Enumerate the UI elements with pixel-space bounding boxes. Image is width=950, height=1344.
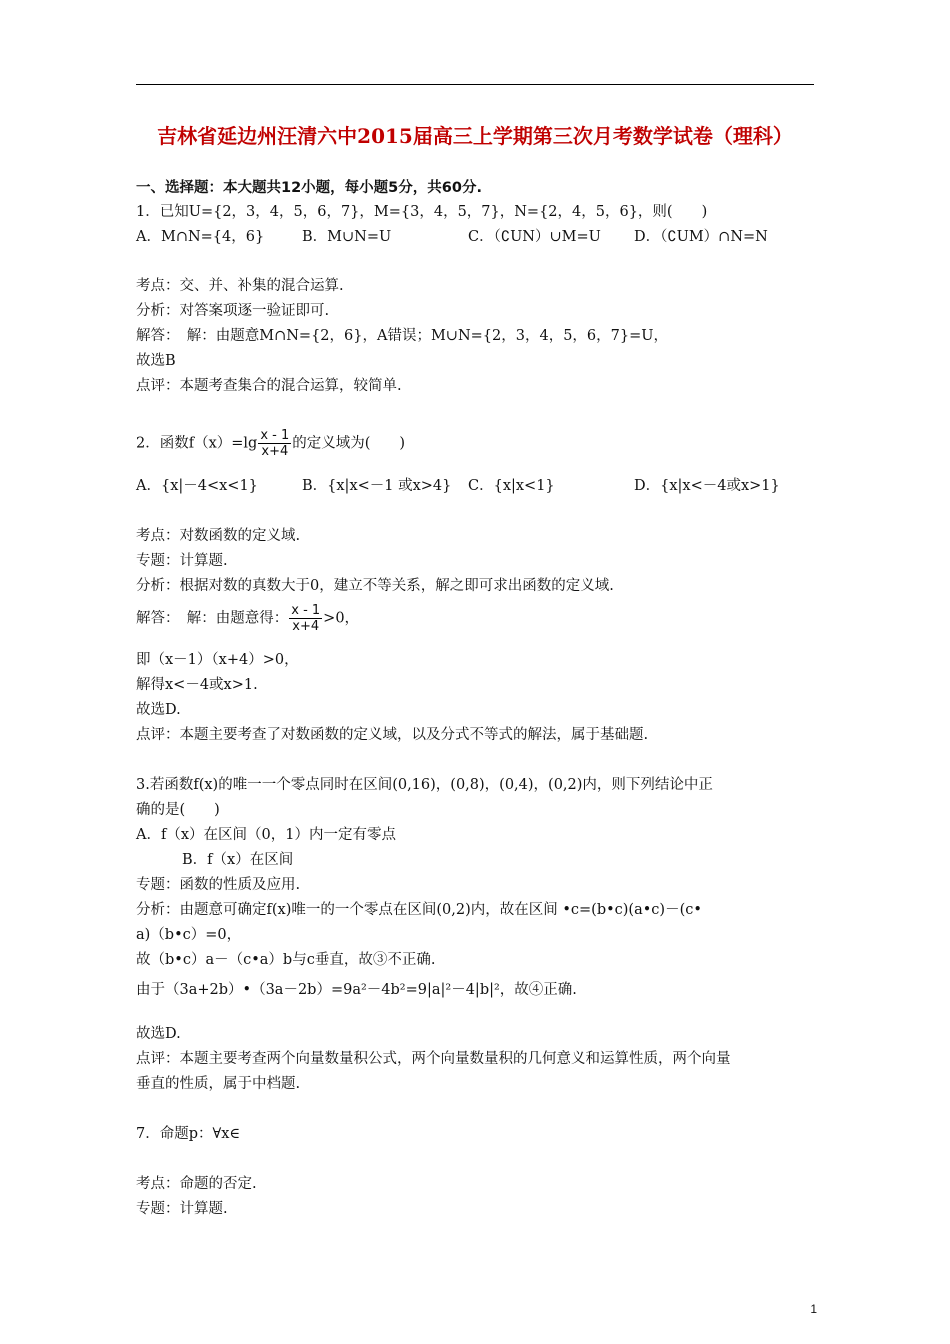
q2-zhuanti: 专题：计算题. [136,553,228,569]
q3-option-b: B．f（x）在区间 [182,852,294,868]
q2-jieda-fraction [289,603,322,634]
q3-stem-line1: 3.若函数f(x)的唯一一个零点同时在区间(0,16)，(0,8)，(0,4)，(0,2)内，则下列结论中正 [136,777,713,793]
q1-stem: 1．已知U={2，3，4，5，6，7}，M={3，4，5，7}，N={2，4，5，6}，则( ) [136,204,708,220]
q3-fenxi-line2: a)（b•c）=0， [136,927,242,943]
q1-option-d: D．（∁UM）∩N=N [634,229,768,245]
q1-option-b: B．M∪N=U [302,229,392,245]
q7-stem: 7．命题p：∀x∈ [136,1126,241,1142]
q2-fraction [258,428,291,459]
q3-dianping-line2: 垂直的性质，属于中档题. [136,1076,301,1092]
q7-kaodian: 考点：命题的否定. [136,1176,257,1192]
q3-zhuanti: 专题：函数的性质及应用. [136,877,301,893]
q2-frac-num: x - 1 [260,428,290,443]
page-number: 1 [810,1302,817,1316]
q2-option-a: A．{x|－4<x<1} [136,478,258,494]
q2-stem-post: 的定义域为( ) [292,435,406,452]
q2-stem [136,428,405,459]
q2-option-b: B．{x|x<－1 或x>4} [302,478,452,494]
q3-fenxi-line1: 分析：由题意可确定f(x)唯一的一个零点在区间(0,2)内，故在区间 •c=(b•c)(a•c)－(c• [136,902,702,918]
section-heading: 一、选择题：本大题共12小题，每小题5分，共60分. [136,180,482,196]
q3-option-a: A．f（x）在区间（0，1）内一定有零点 [136,827,396,843]
q2-step2: 解得x<－4或x>1. [136,677,258,693]
q1-fenxi: 分析：对答案项逐一验证即可. [136,303,330,319]
q3-dianping-line1: 点评：本题主要考查两个向量数量积公式，两个向量数量积的几何意义和运算性质，两个向量 [136,1051,731,1067]
q2-kaodian: 考点：对数函数的定义域. [136,528,301,544]
q2-jieda-post: >0， [323,610,360,627]
header-rule [136,84,814,85]
q2-stem-pre: 2．函数f（x）=lg [136,435,258,452]
q3-stem-line2: 确的是( ) [136,802,220,818]
q7-zhuanti: 专题：计算题. [136,1201,228,1217]
q1-dianping: 点评：本题考查集合的混合运算，较简单. [136,378,402,394]
exam-title: 吉林省延边州汪清六中2015届高三上学期第三次月考数学试卷（理科） [157,124,793,148]
q1-option-c: C．（∁UN）∪M=U [468,229,601,245]
q2-frac-den: x+4 [261,444,289,459]
q2-step1: 即（x－1）（x+4）>0， [136,652,299,668]
q3-youyu-line: 由于（3a+2b）•（3a－2b）=9a²－4b²=9|a|²－4|b|²，故④正确. [136,982,577,998]
q2-jieda [136,603,359,634]
q2-answer: 故选D. [136,702,181,718]
q2-jieda-pre: 解答： 解：由题意得： [136,610,289,627]
q1-jieda: 解答： 解：由题意M∩N={2，6}，A错误；M∪N={2，3，4，5，6，7}=U， [136,328,668,344]
q2-option-d: D．{x|x<－4或x>1} [634,478,780,494]
q1-option-a: A．M∩N={4，6} [136,229,265,245]
q3-answer: 故选D. [136,1026,181,1042]
q2-fenxi: 分析：根据对数的真数大于0，建立不等关系，解之即可求出函数的定义域. [136,578,614,594]
q2-jieda-frac-num: x - 1 [291,603,321,618]
q2-jieda-frac-den: x+4 [292,619,320,634]
q2-option-c: C．{x|x<1} [468,478,555,494]
q3-gu-line: 故（b•c）a－（c•a）b与c垂直，故③不正确. [136,952,436,968]
q2-dianping: 点评：本题主要考查了对数函数的定义域，以及分式不等式的解法，属于基础题. [136,727,649,743]
q1-kaodian: 考点：交、并、补集的混合运算. [136,278,344,294]
q1-answer: 故选B [136,353,176,369]
